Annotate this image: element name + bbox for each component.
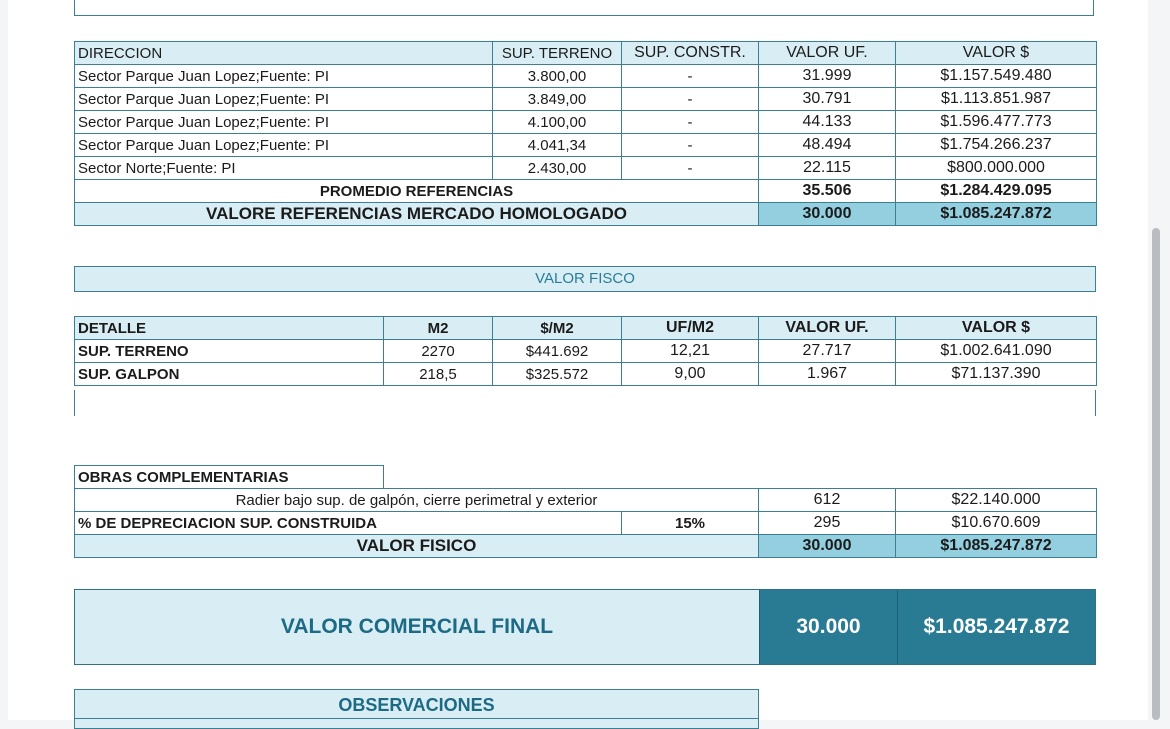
- m2-cell: 2270: [384, 340, 493, 363]
- valor-uf-cell: 31.999: [759, 65, 896, 88]
- references-table: [74, 41, 1097, 226]
- valor-fisico-valor-uf: 30.000: [759, 535, 896, 558]
- valor-fisico-label: VALOR FISICO: [75, 535, 759, 558]
- radier-valor-pesos: $22.140.000: [896, 489, 1097, 512]
- uf-m2-cell: 9,00: [622, 363, 759, 386]
- valor-uf-cell: 30.791: [759, 88, 896, 111]
- direccion-cell: Sector Parque Juan Lopez;Fuente: PI: [75, 134, 493, 157]
- header-valor-pesos: VALOR $: [896, 317, 1097, 340]
- detalle-cell: SUP. TERRENO: [75, 340, 384, 363]
- m2-cell: 218,5: [384, 363, 493, 386]
- depreciacion-valor-pesos: $10.670.609: [896, 512, 1097, 535]
- obras-title: OBRAS COMPLEMENTARIAS: [75, 466, 384, 489]
- sup-constr-cell: -: [622, 157, 759, 180]
- detalle-header-row: [75, 317, 1097, 340]
- valor-pesos-cell: $1.002.641.090: [896, 340, 1097, 363]
- valor-uf-cell: 44.133: [759, 111, 896, 134]
- valor-pesos-cell: $71.137.390: [896, 363, 1097, 386]
- precio-m2-cell: $441.692: [493, 340, 622, 363]
- final-label: VALOR COMERCIAL FINAL: [75, 590, 759, 664]
- valor-uf-cell: 22.115: [759, 157, 896, 180]
- homologado-valor-uf: 30.000: [759, 203, 896, 226]
- header-precio-m2: $/M2: [493, 317, 622, 340]
- final-valor-uf: 30.000: [759, 590, 897, 664]
- obras-title-spacer: [384, 466, 1097, 489]
- radier-label: Radier bajo sup. de galpón, cierre perimetral y exterior: [75, 489, 759, 512]
- sup-constr-cell: -: [622, 65, 759, 88]
- final-valor-pesos: $1.085.247.872: [897, 590, 1095, 664]
- direccion-cell: Sector Norte;Fuente: PI: [75, 157, 493, 180]
- header-valor-uf: VALOR UF.: [759, 42, 896, 65]
- depreciacion-label: % DE DEPRECIACION SUP. CONSTRUIDA: [75, 512, 622, 535]
- header-sup-terreno: SUP. TERRENO: [493, 42, 622, 65]
- table-row: [75, 111, 1097, 134]
- promedio-row: [75, 180, 1097, 203]
- sup-terreno-cell: 4.041,34: [493, 134, 622, 157]
- previous-section-box: [74, 0, 1094, 16]
- valor-uf-cell: 1.967: [759, 363, 896, 386]
- table-row: [75, 134, 1097, 157]
- uf-m2-cell: 12,21: [622, 340, 759, 363]
- sup-constr-cell: -: [622, 88, 759, 111]
- valor-uf-cell: 27.717: [759, 340, 896, 363]
- promedio-valor-pesos: $1.284.429.095: [896, 180, 1097, 203]
- sup-terreno-cell: 3.800,00: [493, 65, 622, 88]
- vertical-scrollbar[interactable]: [1152, 228, 1160, 720]
- promedio-label: PROMEDIO REFERENCIAS: [75, 180, 759, 203]
- table-row: [75, 88, 1097, 111]
- header-valor-uf: VALOR UF.: [759, 317, 896, 340]
- depreciacion-row: [75, 512, 1097, 535]
- valor-pesos-cell: $1.157.549.480: [896, 65, 1097, 88]
- sup-constr-cell: -: [622, 134, 759, 157]
- sup-terreno-cell: 4.100,00: [493, 111, 622, 134]
- detalle-cell: SUP. GALPON: [75, 363, 384, 386]
- header-uf-m2: UF/M2: [622, 317, 759, 340]
- sup-constr-cell: -: [622, 111, 759, 134]
- header-valor-pesos: VALOR $: [896, 42, 1097, 65]
- valor-comercial-final-box: [74, 589, 1096, 665]
- observaciones-title: OBSERVACIONES: [75, 690, 758, 719]
- table-row: [75, 157, 1097, 180]
- radier-valor-uf: 612: [759, 489, 896, 512]
- sup-terreno-cell: 2.430,00: [493, 157, 622, 180]
- direccion-cell: Sector Parque Juan Lopez;Fuente: PI: [75, 88, 493, 111]
- header-m2: M2: [384, 317, 493, 340]
- valor-pesos-cell: $800.000.000: [896, 157, 1097, 180]
- valor-fisico-valor-pesos: $1.085.247.872: [896, 535, 1097, 558]
- depreciacion-valor-uf: 295: [759, 512, 896, 535]
- homologado-valor-pesos: $1.085.247.872: [896, 203, 1097, 226]
- direccion-cell: Sector Parque Juan Lopez;Fuente: PI: [75, 111, 493, 134]
- precio-m2-cell: $325.572: [493, 363, 622, 386]
- sup-terreno-cell: 3.849,00: [493, 88, 622, 111]
- obras-title-row: [75, 466, 1097, 489]
- homologado-label: VALORE REFERENCIAS MERCADO HOMOLOGADO: [75, 203, 759, 226]
- header-sup-constr: SUP. CONSTR.: [622, 42, 759, 65]
- homologado-row: [75, 203, 1097, 226]
- valor-pesos-cell: $1.596.477.773: [896, 111, 1097, 134]
- detalle-empty-row: [74, 390, 1096, 416]
- table-row: [75, 65, 1097, 88]
- detalle-table: [74, 316, 1097, 386]
- valor-fisco-bar: VALOR FISCO: [74, 266, 1096, 292]
- direccion-cell: Sector Parque Juan Lopez;Fuente: PI: [75, 65, 493, 88]
- table-row: [75, 340, 1097, 363]
- promedio-valor-uf: 35.506: [759, 180, 896, 203]
- radier-row: [75, 489, 1097, 512]
- depreciacion-pct: 15%: [622, 512, 759, 535]
- references-header-row: [75, 42, 1097, 65]
- observaciones-box: [74, 689, 759, 729]
- obras-table: [74, 465, 1097, 558]
- valor-uf-cell: 48.494: [759, 134, 896, 157]
- header-direccion: DIRECCION: [75, 42, 493, 65]
- valor-fisico-row: [75, 535, 1097, 558]
- valor-pesos-cell: $1.113.851.987: [896, 88, 1097, 111]
- valor-pesos-cell: $1.754.266.237: [896, 134, 1097, 157]
- header-detalle: DETALLE: [75, 317, 384, 340]
- table-row: [75, 363, 1097, 386]
